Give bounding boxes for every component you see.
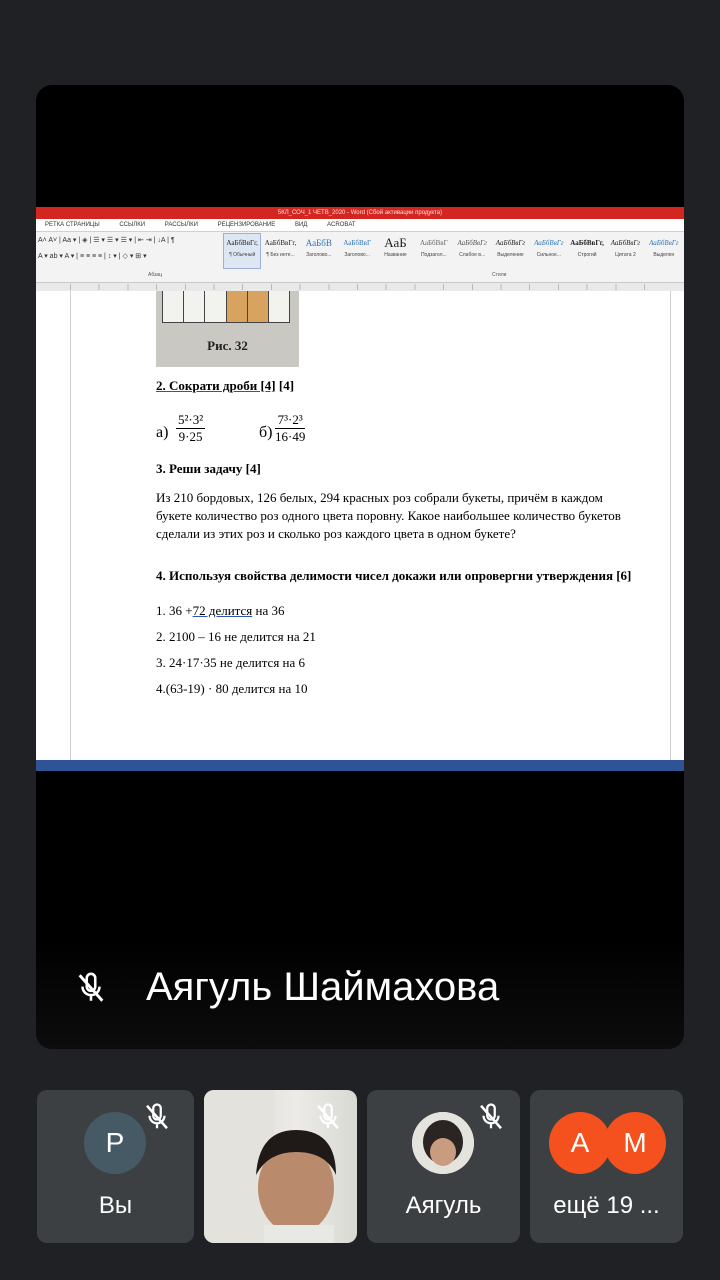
fraction-a: $\frac{\text{5²·3²}}{9\cdot 25}$ (178, 412, 204, 444)
style-normal[interactable]: АаБбВвГг, ¶ Обычный (224, 234, 260, 268)
figure-caption: Рис. 32 (207, 338, 248, 353)
speaker-bar (36, 939, 684, 1049)
participant-tile-you[interactable] (37, 1090, 194, 1243)
task2-title: 2. Сократи дроби [4] [4] (156, 378, 295, 393)
fraction-b-label: б) (259, 424, 273, 441)
task3-title: 3. Реши задачу [4] (156, 461, 261, 476)
figure-32-image (156, 291, 299, 367)
task4-item-3: 3. 24·17·35 не делится на 6 (156, 655, 306, 670)
avatar-m: М (604, 1112, 666, 1174)
style-intense-quote[interactable]: АаБбВвГг Выделен (649, 239, 679, 258)
avatar-you: Р (84, 1112, 146, 1174)
participant-name-you: Вы (98, 1192, 133, 1219)
menu-references[interactable]: ССЫЛКИ (119, 222, 146, 228)
word-ribbon (36, 232, 684, 283)
ribbon-font-paragraph-row1[interactable]: A˄ A˅ | Aa ▾ | ◈ | ☰ ▾ ☰ ▾ ☰ ▾ | ⇤ ⇥ | ↓A | ¶ (38, 237, 175, 244)
task4-item-1: 1. 36 +72 делится на 36 (156, 603, 285, 618)
style-subtitle[interactable]: АаБбВвГ Подзагол... (419, 239, 448, 258)
avatar-a: А (549, 1112, 611, 1174)
participant-tile-more[interactable] (530, 1090, 683, 1243)
style-subtle-emphasis[interactable]: АаБбВвГг Слабое в... (457, 239, 487, 258)
style-title[interactable]: АаБ Название (384, 235, 407, 258)
menu-review[interactable]: РЕЦЕНЗИРОВАНИЕ (217, 222, 276, 228)
menu-mailings[interactable]: РАССЫЛКИ (164, 222, 198, 228)
word-menu-bar (36, 219, 684, 232)
participant-tile-ayagul[interactable] (367, 1090, 520, 1243)
task4-item-4: 4.(63-19) · 80 делится на 10 (156, 681, 308, 696)
mic-off-icon (476, 1102, 506, 1132)
participant-tile-video[interactable] (204, 1090, 357, 1243)
menu-acrobat[interactable]: ACROBAT (327, 222, 356, 228)
task3-text: Из 210 бордовых, 126 белых, 294 красных роз собрали букеты, причём в каждом букете количество роз одного цвета поровну. Какое наибольшее количество букетов сделали из этих роз и сколько роз каждого цвета в одном букете? (156, 490, 621, 541)
presentation-tile[interactable] (36, 85, 684, 1049)
menu-layout[interactable]: РЕТКА СТРАНИЦЫ (45, 222, 100, 228)
styles-gallery (224, 234, 684, 268)
task4-item-2: 2. 2100 – 16 не делится на 21 (156, 629, 316, 644)
ribbon-font-paragraph-row2[interactable]: A ▾ ab ▾ A ▾ | ≡ ≡ ≡ ≡ | ↕ ▾ | ◇ ▾ ⊞ ▾ (38, 253, 147, 260)
more-participants-label: ещё 19 ... (553, 1192, 660, 1219)
word-title-bar: 5КЛ_СОЧ_1 ЧЕТВ_2020 - Word (Сбой активации продукта) (36, 207, 684, 219)
shared-screen (36, 207, 684, 771)
style-strong[interactable]: АаБбВвГг, Строгий (570, 239, 604, 258)
avatar-ayagul (412, 1112, 474, 1174)
avatar-photo (412, 1112, 474, 1174)
style-quote2[interactable]: АаБбВвГг Цитата 2 (610, 239, 641, 258)
document-page[interactable] (36, 291, 684, 760)
fraction-b: $\frac{\text{7³·2³}}{16\cdot 49}$ (275, 412, 306, 444)
style-heading1[interactable]: АаБбВ Заголово... (305, 238, 332, 258)
speaker-name: Аягуль Шаймахова (146, 965, 500, 1009)
status-bar (36, 760, 684, 771)
task4-title: 4. Используя свойства делимости чисел докажи или опровергни утверждения [6] (156, 568, 632, 583)
mic-off-icon (142, 1102, 172, 1132)
participant-name-ayagul: Аягуль (405, 1192, 482, 1219)
style-heading2[interactable]: АаБбВвГ Заголово... (343, 239, 371, 258)
mic-off-icon (313, 1102, 343, 1132)
style-intense-emphasis[interactable]: АаБбВвГг Сильное... (534, 239, 564, 258)
fraction-a-label: а) (156, 424, 169, 441)
style-emphasis[interactable]: АаБбВвГг Выделение (495, 239, 526, 258)
menu-view[interactable]: ВИД (294, 222, 308, 228)
style-no-spacing[interactable]: АаБбВвГг, ¶ Без инте... (264, 239, 297, 258)
mic-off-icon (74, 971, 108, 1005)
group-label-paragraph: Абзац (148, 272, 163, 278)
group-label-styles: Стили (492, 272, 507, 278)
